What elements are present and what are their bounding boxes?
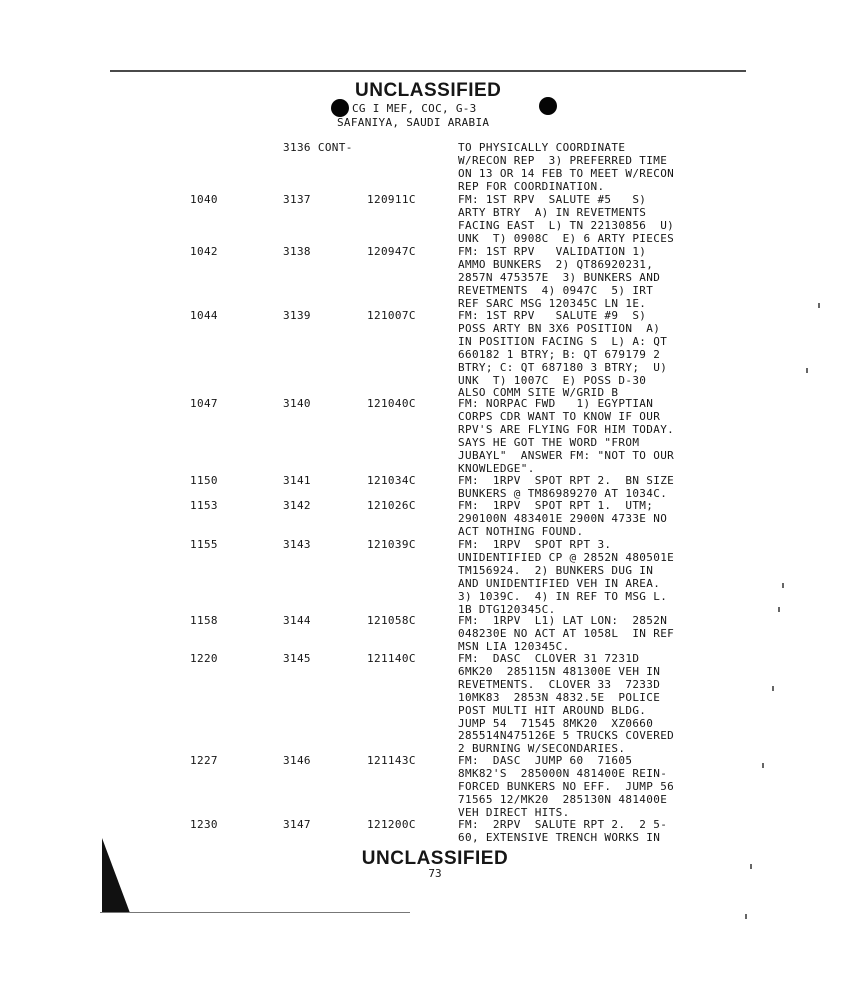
entry-time: 1047 [190,397,218,410]
entry-text: FM: 1ST RPV VALIDATION 1) AMMO BUNKERS 2) QT86920231, 2857N 475357E 3) BUNKERS AND REVETMENTS 4) 0947C 5) IRT REF SARC MSG 120345C LN 1E. [458,245,661,310]
entry-text: FM: 1ST RPV SALUTE #5 S) ARTY BTRY A) IN REVETMENTS FACING EAST L) TN 22130856 U) UNK T) 0908C E) 6 ARTY PIECES [458,193,675,245]
entry-serial: 3140 [283,397,311,410]
scan-speck [818,303,820,308]
bottom-rule [100,912,410,913]
entry-text: FM: DASC CLOVER 31 7231D 6MK20 285115N 481300E VEH IN REVETMENTS. CLOVER 33 7233D 10MK83 2853N 4832.5E POLICE POST MULTI HIT AROUND BLDG. JUMP 54 71545 8MK20 XZ0660 285514N475126E 5 TRUCKS COVERED 2 BURNING W/SECONDARIES. [458,652,675,756]
entry-time: 1150 [190,474,218,487]
entry-time: 1040 [190,193,218,206]
scan-speck [745,914,747,919]
entry-text: FM: 2RPV SALUTE RPT 2. 2 5- 60, EXTENSIVE TRENCH WORKS IN [458,818,668,844]
entry-text: FM: 1RPV SPOT RPT 1. UTM; 290100N 483401E 2900N 4733E NO ACT NOTHING FOUND. [458,499,668,538]
entry-dtg: 120947C [367,245,416,258]
entry-dtg: 121143C [367,754,416,767]
scan-speck [778,607,780,612]
entry-serial: 3144 [283,614,311,627]
page-number: 73 [428,867,442,880]
entry-serial: 3139 [283,309,311,322]
entry-time: 1220 [190,652,218,665]
entry-serial: 3138 [283,245,311,258]
entry-dtg: 121140C [367,652,416,665]
entry-serial: 3145 [283,652,311,665]
entry-serial: 3146 [283,754,311,767]
entry-serial: 3142 [283,499,311,512]
scan-speck [772,686,774,691]
entry-text: FM: 1RPV L1) LAT LON: 2852N 048230E NO ACT AT 1058L IN REF MSN LIA 120345C. [458,614,675,653]
entry-text: FM: 1RPV SPOT RPT 3. UNIDENTIFIED CP @ 2852N 480501E TM156924. 2) BUNKERS DUG IN AND UNIDENTIFIED VEH IN AREA. 3) 1039C. 4) IN REF TO MSG L. 1B DTG120345C. [458,538,675,616]
scan-speck [750,864,752,869]
unit-header: CG I MEF, COC, G-3 [352,102,477,115]
entry-text: FM: DASC JUMP 60 71605 8MK82'S 285000N 481400E REIN- FORCED BUNKERS NO EFF. JUMP 56 71565 12/MK20 285130N 481400E VEH DIRECT HITS. [458,754,675,819]
entry-time: 1042 [190,245,218,258]
entry-dtg: 121026C [367,499,416,512]
entry-serial: 3143 [283,538,311,551]
entry-text: FM: 1ST RPV SALUTE #9 S) POSS ARTY BN 3X6 POSITION A) IN POSITION FACING S L) A: QT 660182 1 BTRY; B: QT 679179 2 BTRY; C: QT 687180 3 BTRY; U) UNK T) 1007C E) POSS D-30 ALSO COMM SITE W/GRID B [458,309,668,400]
entry-time: 1044 [190,309,218,322]
entry-dtg: 121058C [367,614,416,627]
entry-serial: 3136 CONT- [283,141,353,154]
entry-dtg: 121200C [367,818,416,831]
scan-speck [762,763,764,768]
entry-dtg: 120911C [367,193,416,206]
scan-speck [806,368,808,373]
classification-banner-top: UNCLASSIFIED [355,80,502,101]
entry-text: TO PHYSICALLY COORDINATE W/RECON REP 3) PREFERRED TIME ON 13 OR 14 FEB TO MEET W/RECON REP FOR COORDINATION. [458,141,675,193]
entry-dtg: 121034C [367,474,416,487]
entry-time: 1227 [190,754,218,767]
scan-corner-mark [102,838,130,913]
entry-serial: 3137 [283,193,311,206]
entry-serial: 3147 [283,818,311,831]
entry-serial: 3141 [283,474,311,487]
entry-time: 1158 [190,614,218,627]
entry-dtg: 121039C [367,538,416,551]
entry-dtg: 121007C [367,309,416,322]
scan-speck [782,583,784,588]
entry-time: 1153 [190,499,218,512]
location-header: SAFANIYA, SAUDI ARABIA [337,116,490,129]
entry-time: 1155 [190,538,218,551]
classification-banner-bottom: UNCLASSIFIED [361,848,509,869]
entry-dtg: 121040C [367,397,416,410]
entry-time: 1230 [190,818,218,831]
entry-text: FM: 1RPV SPOT RPT 2. BN SIZE BUNKERS @ TM86989270 AT 1034C. [458,474,675,500]
entry-text: FM: NORPAC FWD 1) EGYPTIAN CORPS CDR WANT TO KNOW IF OUR RPV'S ARE FLYING FOR HIM TODAY. SAYS HE GOT THE WORD "FROM JUBAYL" ANSWER FM: "NOT TO OUR KNOWLEDGE". [458,397,675,475]
